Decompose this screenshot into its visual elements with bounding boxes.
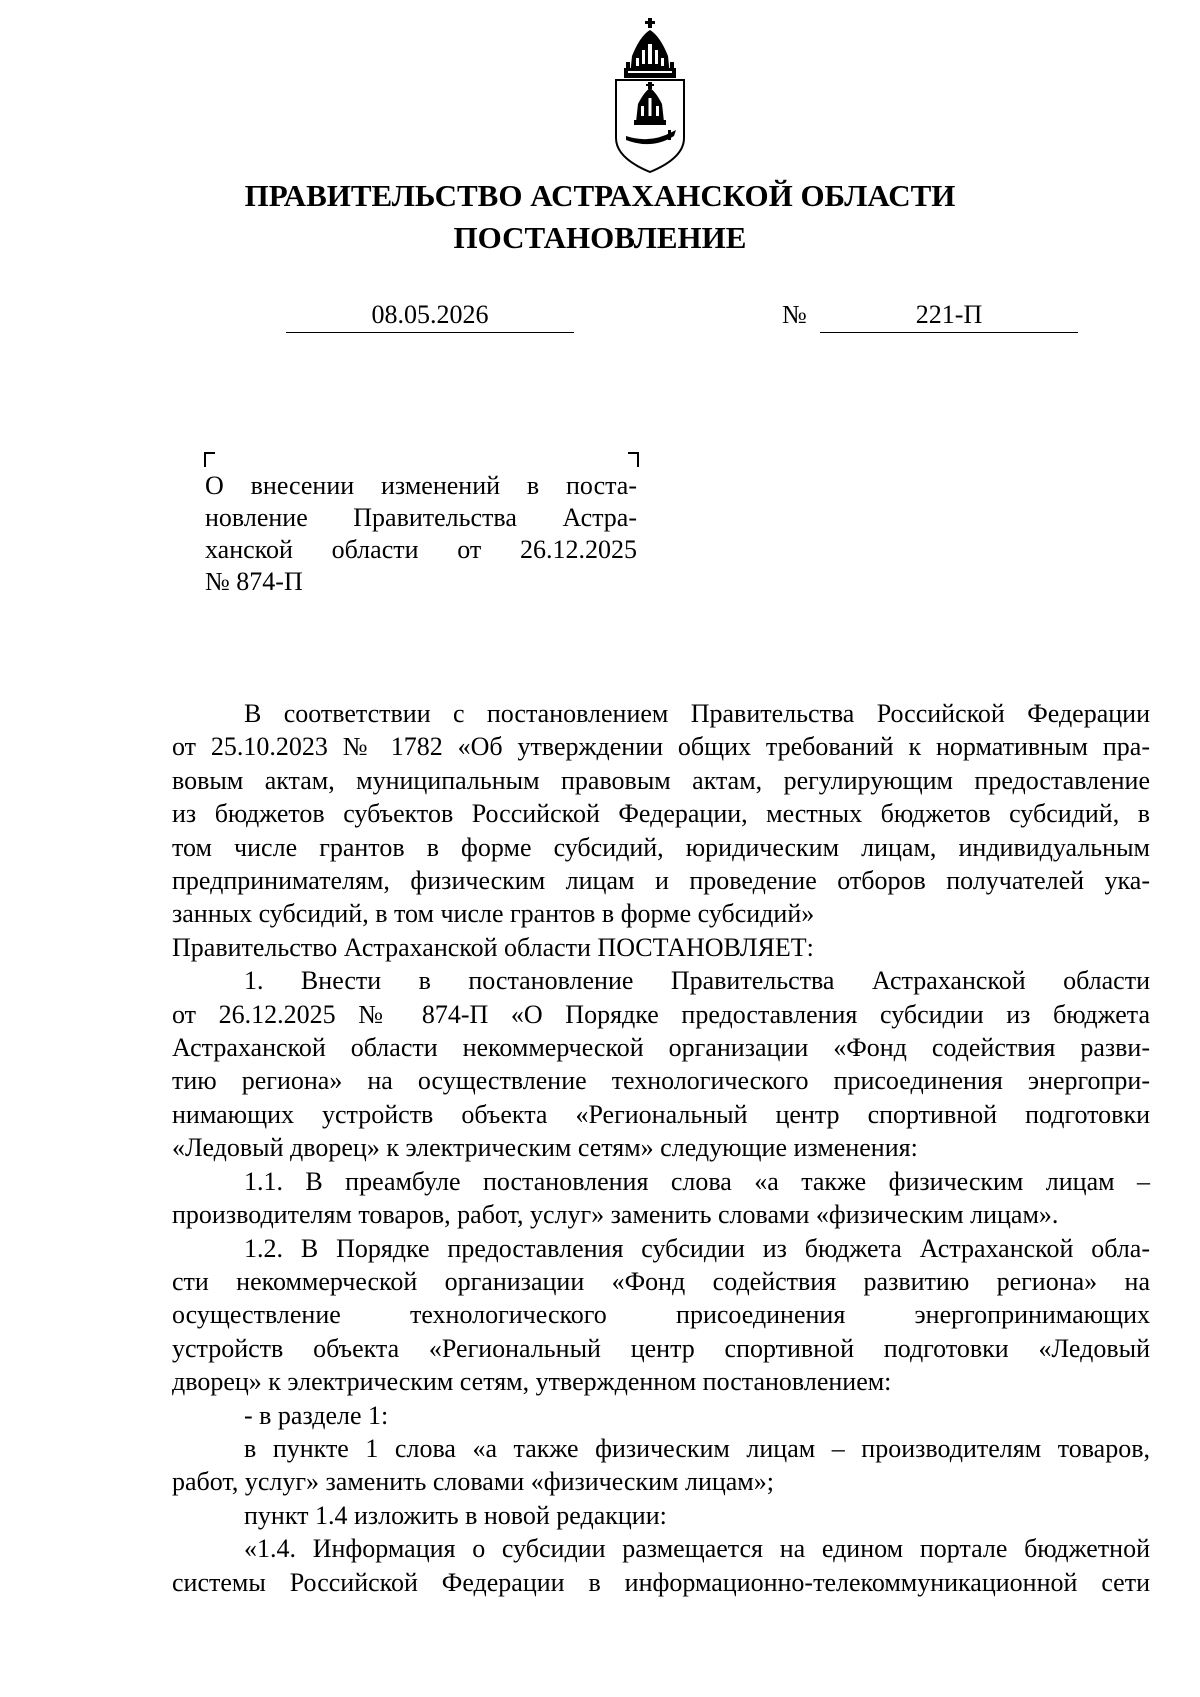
body-line: осуществление технологического присоединения энергопринимающих	[172, 1300, 1150, 1330]
body-line: тию региона» на осуществление технологического присоединения энергопри-	[172, 1066, 1150, 1096]
body-line: 1.1. В преамбуле постановления слова «а также физическим лицам –	[244, 1166, 1150, 1196]
document-subject	[205, 470, 637, 598]
document-type: ПОСТАНОВЛЕНИЕ	[453, 220, 747, 255]
document-body	[172, 697, 1150, 1599]
document-date: 08.05.2026	[286, 300, 574, 333]
body-line: от 26.12.2025 № 874-П «О Порядке предоставления субсидии из бюджета	[172, 999, 1150, 1029]
body-line: устройств объекта «Региональный центр спортивной подготовки «Ледовый	[172, 1333, 1150, 1363]
subject-line: О внесении изменений в поста-	[205, 471, 637, 500]
body-line: «Ледовый дворец» к электрическим сетям» следующие изменения:	[172, 1133, 918, 1163]
body-line: сти некоммерческой организации «Фонд содействия развитию региона» на	[172, 1266, 1150, 1296]
body-line: работ, услуг» заменить словами «физическим лицам»;	[172, 1467, 774, 1497]
body-line: 1. Внести в постановление Правительства Астраханской области	[244, 966, 1150, 996]
subject-corner-left	[204, 452, 215, 467]
body-line: Правительство Астраханской области ПОСТАНОВЛЯЕТ:	[172, 932, 814, 962]
body-line: вовым актам, муниципальным правовым актам, регулирующим предоставление	[172, 765, 1150, 795]
body-line: занных субсидий, в том числе грантов в форме субсидий»	[172, 899, 815, 929]
body-line: - в разделе 1:	[244, 1400, 389, 1430]
body-line: нимающих устройств объекта «Региональный центр спортивной подготовки	[172, 1099, 1150, 1129]
government-name: ПРАВИТЕЛЬСТВО АСТРАХАНСКОЙ ОБЛАСТИ	[244, 178, 956, 213]
body-line: производителям товаров, работ, услуг» заменить словами «физическим лицам».	[172, 1200, 1059, 1230]
body-line: Астраханской области некоммерческой организации «Фонд содействия разви-	[172, 1033, 1150, 1063]
subject-line: новление Правительства Астра-	[205, 503, 637, 532]
body-line: том числе грантов в форме субсидий, юридическим лицам, индивидуальным	[172, 832, 1150, 862]
subject-line: ханской области от 26.12.2025	[205, 535, 637, 564]
body-line: в пункте 1 слова «а также физическим лицам – производителям товаров,	[244, 1433, 1150, 1463]
body-line: из бюджетов субъектов Российской Федерации, местных бюджетов субсидий, в	[172, 799, 1150, 829]
body-line: В соответствии с постановлением Правительства Российской Федерации	[244, 699, 1150, 728]
subject-corner-right	[628, 452, 639, 467]
body-line: системы Российской Федерации в информационно-телекоммуникационной сети	[172, 1567, 1150, 1597]
body-line: предпринимателям, физическим лицам и проведение отборов получателей ука-	[172, 866, 1150, 896]
body-line: «1.4. Информация о субсидии размещается на едином портале бюджетной	[244, 1534, 1150, 1564]
body-line: от 25.10.2023 № 1782 «Об утверждении общих требований к нормативным пра-	[172, 732, 1150, 762]
astrakhan-coat-of-arms-icon	[610, 18, 690, 173]
subject-line: № 874-П	[205, 567, 303, 596]
body-line: 1.2. В Порядке предоставления субсидии из бюджета Астраханской обла-	[244, 1233, 1150, 1263]
document-number: 221-П	[820, 300, 1078, 333]
body-line: пункт 1.4 изложить в новой редакции:	[244, 1500, 667, 1530]
body-line: дворец» к электрическим сетям, утвержденном постановлением:	[172, 1367, 892, 1397]
number-sign: №	[782, 300, 807, 329]
